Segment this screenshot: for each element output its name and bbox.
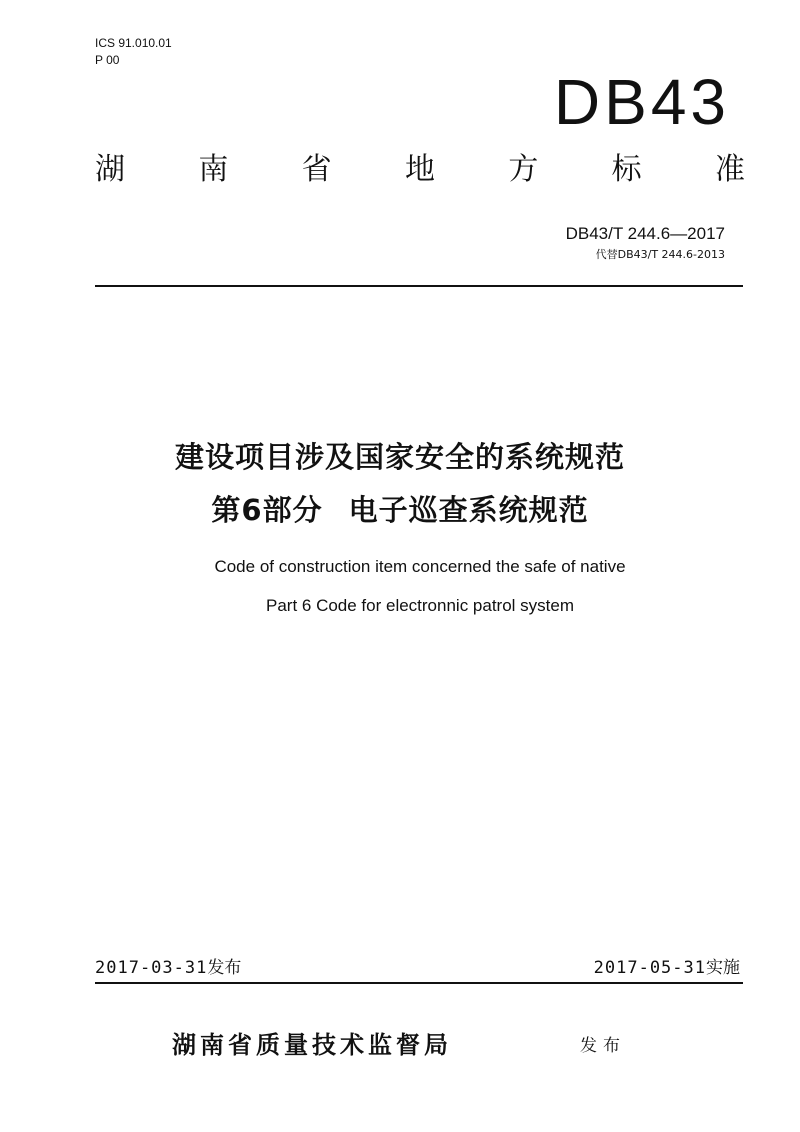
standard-code: DB43 <box>553 66 730 138</box>
ccs-code: P 00 <box>95 53 120 67</box>
standard-type-char: 南 <box>198 152 229 187</box>
title-cn-part-name: 电子巡查系统规范 <box>348 493 589 527</box>
implement-date-line <box>594 957 740 979</box>
implement-date: 2017-05-31 <box>593 958 706 978</box>
standard-type-char: 方 <box>508 152 539 187</box>
standard-type-char: 标 <box>611 152 642 187</box>
issue-word: 发布 <box>580 1036 626 1056</box>
publish-label: 发布 <box>207 958 242 978</box>
issuing-authority: 湖南省质量技术监督局 <box>172 1031 452 1059</box>
standard-type-char: 省 <box>301 152 332 187</box>
replaces-note: 代替DB43/T 244.6-2013 <box>595 248 725 261</box>
title-cn-main: 建设项目涉及国家安全的系统规范 <box>174 440 625 474</box>
standard-type <box>95 148 745 192</box>
standard-type-char: 准 <box>714 152 745 187</box>
title-cn-subtitle <box>0 490 800 530</box>
standard-type-char: 地 <box>404 152 435 187</box>
standard-type-char: 湖 <box>95 152 125 187</box>
title-en-main: Code of construction item concerned the safe of native <box>214 557 626 576</box>
implement-label: 实施 <box>706 958 740 978</box>
ics-code: ICS 91.010.01 <box>95 36 172 50</box>
title-cn-part-number: 第6部分 <box>211 493 323 527</box>
publish-date-line <box>95 957 241 979</box>
document-number: DB43/T 244.6—2017 <box>565 224 725 243</box>
publish-date: 2017-03-31 <box>95 958 208 978</box>
classification-block <box>95 35 172 69</box>
footer-divider <box>95 982 743 984</box>
title-en-subtitle: Part 6 Code for electronnic patrol system <box>265 596 575 615</box>
header-divider <box>95 285 743 287</box>
